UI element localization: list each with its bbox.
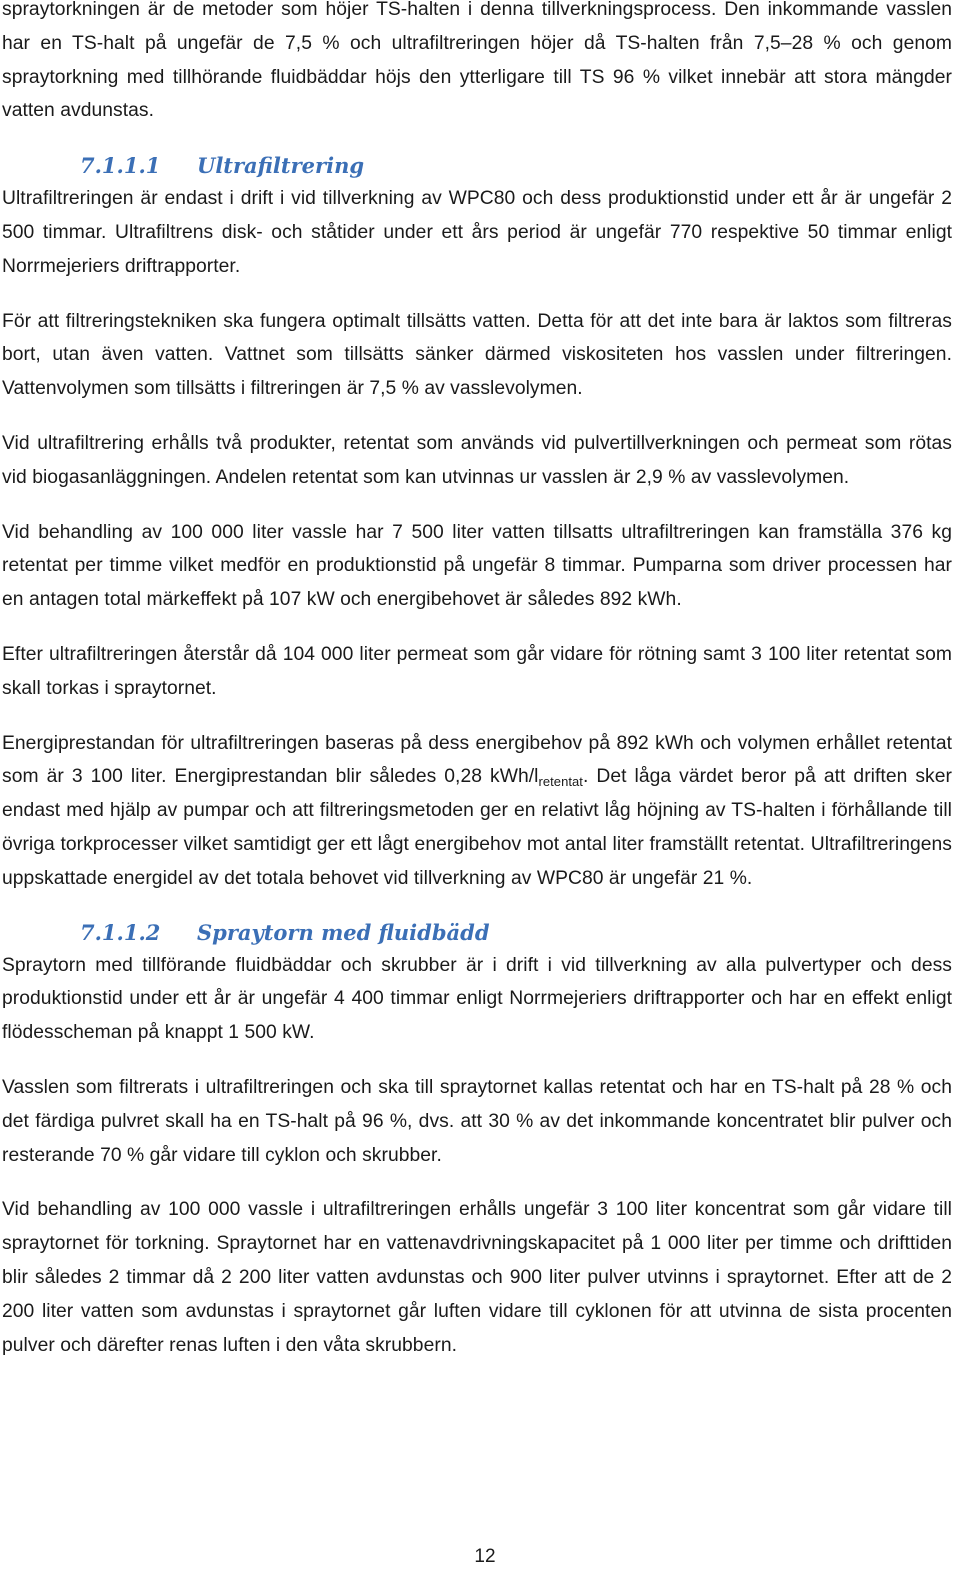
ultrafiltrering-paragraph-1: Ultrafiltreringen är endast i drift i vid tillverkning av WPC80 och dess produktionstid under ett år är ungefär 2 500 timmar. Ultrafiltrens disk- och ståtider under ett års period är ungefär 770 respektive 50 timmar enligt Norrmejeriers driftrapporter. [2, 188, 952, 277]
intro-paragraph: spraytorkningen är de metoder som höjer TS-halten i denna tillverkningsprocess. Den inkommande vasslen har en TS-halt på ungefär de 7,5 % och ultrafiltreringen höjer då TS-halten från 7,5–28 % och genom spraytorkning med tillhörande fluidbäddar höjs den ytterligare till TS 96 % vilket innebär att stora mängder vatten avdunstas. [2, 0, 952, 122]
page-body [2, 0, 952, 1383]
section-heading-spraytorn [2, 916, 952, 949]
ultrafiltrering-paragraph-6 [2, 727, 952, 896]
section-title: Ultrafiltrering [197, 153, 365, 179]
energy-text-end: . Det låga värdet beror på att driften sker endast med hjälp av pumpar och att filtreringsmetoden ger en relativt låg höjning av TS-halten i förhållande till övriga torkprocesser vilket samtidigt ger ett lågt energibehov mot antal liter framställt retentat. Ultrafiltreringens uppskattade energidel av det totala behovet vid tillverkning av WPC80 är ungefär 21 %. [2, 766, 952, 889]
section-title: Spraytorn med fluidbädd [197, 919, 490, 945]
spraytorn-paragraph-2: Vasslen som filtrerats i ultrafiltreringen och ska till spraytornet kallas retentat och har en TS-halt på 28 % och det färdiga pulvret skall ha en TS-halt på 96 %, dvs. att 30 % av det inkommande koncentratet blir pulver och resterande 70 % går vidare till cyklon och skrubber. [2, 1076, 952, 1166]
page-number: 12 [474, 1546, 496, 1567]
energy-text-start: Energiprestandan för ultrafiltreringen baseras på dess energibehov på 892 kWh och volymen erhållet retentat som är 3 100 liter. Energiprestandan blir således 0,28 kWh/l [2, 732, 952, 788]
section-number: 7.1.1.2 [80, 919, 161, 945]
spraytorn-paragraph-1: Spraytorn med tillförande fluidbäddar och skrubber är i drift i vid tillverkning av alla pulvertyper och dess produktionstid under ett år är ungefär 4 400 timmar enligt Norrmejeriers driftrapporter och har en effekt enligt flödesscheman på knappt 1 500 kW. [2, 954, 952, 1044]
unit-subscript: retentat [538, 774, 583, 790]
ultrafiltrering-paragraph-5: Efter ultrafiltreringen återstår då 104 000 liter permeat som går vidare för rötning samt 3 100 liter retentat som skall torkas i spraytornet. [2, 643, 952, 699]
section-number: 7.1.1.1 [80, 153, 161, 179]
ultrafiltrering-paragraph-2: För att filtreringstekniken ska fungera optimalt tillsätts vatten. Detta för att det inte bara är laktos som filtreras bort, utan även vatten. Vattnet som tillsätts sänker därmed viskositeten hos vasslen under filtreringen. Vattenvolymen som tillsätts i filtreringen är 7,5 % av vasslevolymen. [2, 310, 952, 400]
ultrafiltrering-paragraph-3: Vid ultrafiltrering erhålls två produkter, retentat som används vid pulvertillverkningen och permeat som rötas vid biogasanläggningen. Andelen retentat som kan utvinnas ur vasslen är 2,9 % av vasslevolymen. [2, 432, 952, 488]
spraytorn-paragraph-3: Vid behandling av 100 000 vassle i ultrafiltreringen erhålls ungefär 3 100 liter koncentrat som går vidare till spraytornet för torkning. Spraytornet har en vattenavdrivningskapacitet på 1 000 liter per timme och drifttiden blir således 2 timmar då 2 200 liter vatten avdunstas och 900 liter pulver utvinns i spraytornet. Efter att de 2 200 liter vatten som avdunstas i spraytornet går luften vidare till cyklonen för att utvinna de sista procenten pulver och därefter renas luften i den våta skrubbern. [2, 1199, 952, 1356]
section-heading-ultrafiltrering [2, 149, 952, 182]
ultrafiltrering-paragraph-4: Vid behandling av 100 000 liter vassle har 7 500 liter vatten tillsatts ultrafiltreringen kan framställa 376 kg retentat per timme vilket medför en produktionstid på ungefär 8 timmar. Pumparna som driver processen har en antagen total märkeffekt på 107 kW och energibehovet är således 892 kWh. [2, 521, 952, 611]
